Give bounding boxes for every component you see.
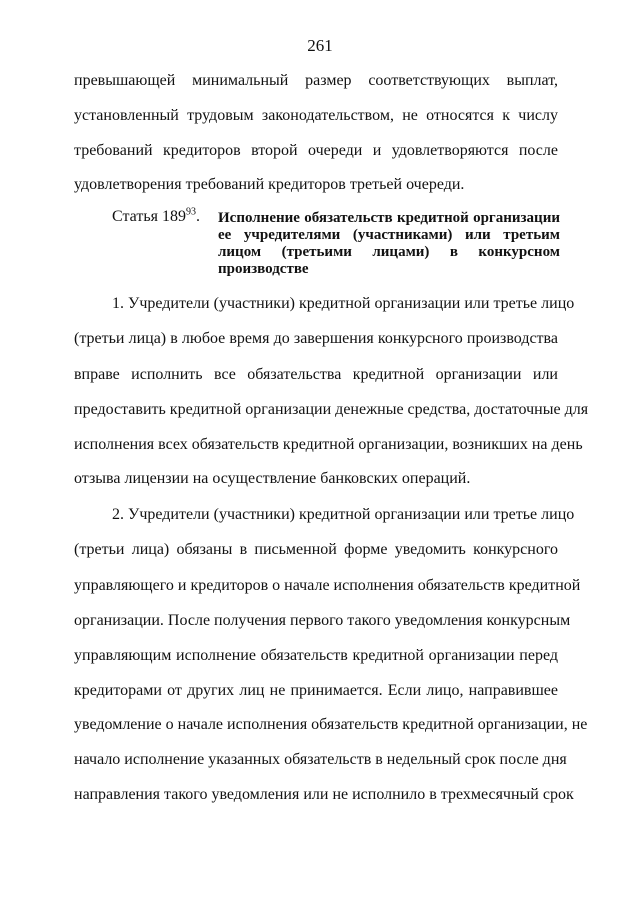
intro-line-4: удовлетворения требований кредиторов третьей очереди. [74,176,465,193]
article-title-line-3: лицом (третьими лицами) в конкурсном [218,244,560,260]
article-title-line-2: ее учредителями (участниками) или третьим [218,227,560,243]
paragraph-2-line-4: организации. После получения первого такого уведомления конкурсным [74,612,571,629]
paragraph-2-line-2: (третьи лица) обязаны в письменной форме уведомить конкурсного [74,541,558,558]
article-label-superscript: 93 [185,206,196,218]
intro-line-3: требований кредиторов второй очереди и удовлетворяются после [74,142,558,159]
article-title [218,210,560,278]
article-label: Статья $189^{93}$. [112,206,200,225]
paragraph-2-line-3: управляющего и кредиторов о начале исполнения обязательств кредитной [74,577,581,594]
paragraph-1-line-4: предоставить кредитной организации денежные средства, достаточные для [74,401,589,418]
paragraph-1-line-3: вправе исполнить все обязательства кредитной организации или [74,366,558,383]
paragraph-2-line-7: уведомление о начале исполнения обязательств кредитной организации, не [74,716,588,733]
paragraph-1-line-2: (третьи лица) в любое время до завершения конкурсного производства [74,330,558,347]
paragraph-1-line-1: 1. Учредители (участники) кредитной организации или третье лицо [112,295,575,312]
paragraph-2-line-6: кредиторами от других лиц не принимается. Если лицо, направившее [74,682,558,699]
paragraph-2-line-8: начало исполнение указанных обязательств в недельный срок после дня [74,751,567,768]
paragraph-1-line-5: исполнения всех обязательств кредитной организации, возникших на день [74,436,583,453]
paragraph-1-line-6: отзыва лицензии на осуществление банковских операций. [74,470,471,487]
paragraph-2-line-9: направления такого уведомления или не исполнило в трехмесячный срок [74,786,574,803]
intro-line-1: превышающей минимальный размер соответствующих выплат, [74,72,558,89]
article-title-line-4: производстве [218,261,309,277]
paragraph-2-line-1: 2. Учредители (участники) кредитной организации или третье лицо [112,506,575,523]
paragraph-2-line-5: управляющим исполнение обязательств кредитной организации перед [74,647,558,664]
article-title-line-1: Исполнение обязательств кредитной организации [218,210,560,226]
page-number: 261 [307,36,333,55]
intro-line-2: установленный трудовым законодательством, не относятся к числу [74,107,558,124]
